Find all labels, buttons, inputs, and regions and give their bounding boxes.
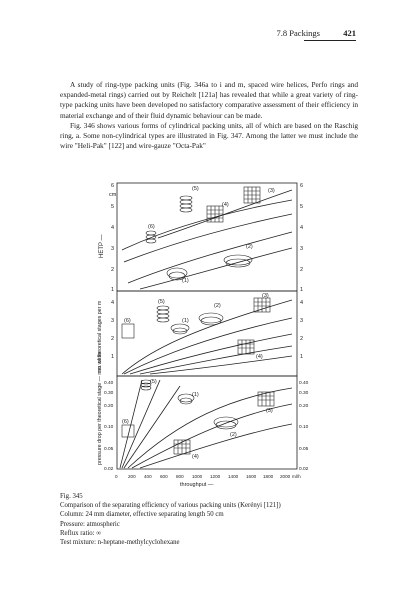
paragraph-2: Fig. 346 shows various forms of cylindrical packing units, all of which are based on the Raschig ring, a. Some non-cylindrical types are illustrated in Fig. 347. Among the latter we must include the wire "Heli-Pak" [122] and wire-gauze "Octa-Pak": [60, 120, 358, 151]
hetp-tick-left: 2: [111, 267, 115, 273]
coil-sketch: [214, 417, 238, 427]
panel-pressure: [97, 351, 309, 472]
hetp-tick-left: 1: [111, 287, 115, 293]
pressure-tick-left: 0.20: [104, 404, 114, 409]
hetp-series-label: (3): [268, 188, 275, 194]
pressure-tick-left: 0.05: [104, 447, 114, 452]
x-tick: 200: [128, 474, 136, 479]
pressure-series-label: (3): [266, 408, 273, 414]
x-tick: 2000: [280, 474, 291, 479]
x-tick: 800: [176, 474, 184, 479]
stages-series-label: (4): [256, 354, 263, 360]
pressure-tick-right: 0.02: [299, 467, 309, 472]
hetp-tick-right: 6: [300, 183, 304, 189]
stages-tick-right: 2: [300, 336, 304, 342]
panel-hetp: [99, 183, 303, 293]
x-tick: 1600: [246, 474, 257, 479]
pressure-tick-left: 0.02: [104, 467, 114, 472]
hetp-curve: [128, 232, 292, 283]
panel-hetp-frame: [117, 183, 297, 291]
pressure-tick-right: 0.05: [299, 447, 309, 452]
hetp-series-label: (2): [246, 244, 253, 250]
x-unit: ml/h: [292, 474, 301, 479]
hetp-series-label: (5): [192, 186, 199, 192]
hetp-curve: [140, 248, 292, 289]
caption-pressure: Pressure: atmospheric: [60, 520, 120, 528]
helix-sketch: [180, 196, 192, 200]
pressure-series-label: (5): [150, 379, 157, 385]
pressure-tick-left: 0.40: [104, 381, 114, 386]
panel-stages: [97, 291, 303, 376]
coil-sketch: [199, 313, 223, 323]
pressure-series-label: (2): [230, 432, 237, 438]
hetp-curve: [158, 190, 292, 238]
section-title: 7.8 Packings: [276, 28, 320, 38]
caption-column: Column: 24 mm diameter, effective separating length 50 cm: [60, 511, 224, 519]
x-tick: 400: [144, 474, 152, 479]
x-tick: 1400: [228, 474, 239, 479]
pressure-tick-right: 0.20: [299, 404, 309, 409]
stages-tick-left: 1: [111, 354, 115, 360]
pressure-series-label: (1): [192, 392, 199, 398]
stages-series-label: (2): [214, 303, 221, 309]
stages-tick-right: 4: [300, 300, 304, 306]
stages-series-label: (5): [158, 299, 165, 305]
pressure-y-label: pressure drop per theoretical stage — mm water: [97, 351, 103, 465]
x-axis: [115, 474, 301, 488]
pressure-tick-right: 0.10: [299, 425, 309, 430]
pressure-tick-right: 0.40: [299, 381, 309, 386]
figure-number: Fig. 345: [60, 493, 83, 500]
pressure-tick-left: 0.10: [104, 425, 114, 430]
x-tick: 1000: [192, 474, 203, 479]
stages-curve: [124, 318, 292, 374]
caption-reflux: Reflux ratio: ∞: [60, 529, 102, 537]
pressure-curve: [140, 424, 292, 468]
page-number: 421: [343, 28, 356, 38]
stages-tick-left: 3: [111, 318, 115, 324]
stages-series-label: (6): [124, 318, 131, 324]
stages-curve: [130, 334, 292, 374]
hetp-tick-right: 1: [300, 287, 304, 293]
hetp-tick-left: 5: [111, 204, 115, 210]
hetp-y-unit: cm: [109, 192, 117, 198]
hetp-y-label: HETP —: [99, 234, 105, 258]
hetp-series-label: (4): [222, 202, 229, 208]
hetp-tick-left: 3: [111, 246, 115, 252]
x-tick: 1800: [263, 474, 274, 479]
paragraph-1: A study of ring-type packing units (Fig. 346a to i and m, spaced wire helices, Perfo rings and expanded-metal rings) carried out by Reichelt [121a] has revealed that while a great variety of ring-type packing units have been developed no satisfactory comparative assessment of their efficiency in material exchange and of their fluid dynamic behaviour can be made.: [60, 80, 358, 120]
x-tick: 0: [115, 474, 118, 479]
hetp-tick-right: 2: [300, 267, 304, 273]
stages-tick-right: 3: [300, 318, 304, 324]
hetp-tick-left: 6: [111, 183, 115, 189]
pressure-series-label: (4): [192, 454, 199, 460]
hetp-tick-right: 4: [300, 225, 304, 231]
stages-tick-left: 2: [111, 336, 115, 342]
x-label: throughput —: [180, 482, 214, 488]
pressure-tick-right: 0.30: [299, 391, 309, 396]
hetp-tick-left: 4: [111, 225, 115, 231]
stages-tick-right: 1: [300, 354, 304, 360]
coil-sketch: [167, 268, 187, 278]
stages-series-label: (3): [262, 293, 269, 299]
figure-caption: [60, 492, 360, 547]
helix-sketch: [157, 306, 169, 310]
hetp-tick-right: 5: [300, 204, 304, 210]
caption-mixture: Test mixture: n-heptane-methylcyclohexane: [60, 539, 180, 547]
hetp-series-label: (1): [182, 278, 189, 284]
caption-title: Comparison of the separating efficiency of various packing units (Kerényi [121]): [60, 502, 281, 510]
ring-sketch: [122, 324, 134, 338]
x-tick: 1200: [210, 474, 221, 479]
stages-y-label: no. of theoretical stages per m: [97, 300, 103, 372]
hetp-series-label: (6): [148, 224, 155, 230]
stages-series-label: (1): [182, 318, 189, 324]
pressure-tick-left: 0.30: [104, 391, 114, 396]
hetp-tick-right: 3: [300, 246, 304, 252]
stages-tick-left: 4: [111, 300, 115, 306]
x-tick: 600: [160, 474, 168, 479]
helix-sketch: [146, 231, 156, 235]
pressure-series-label: (6): [122, 419, 129, 425]
